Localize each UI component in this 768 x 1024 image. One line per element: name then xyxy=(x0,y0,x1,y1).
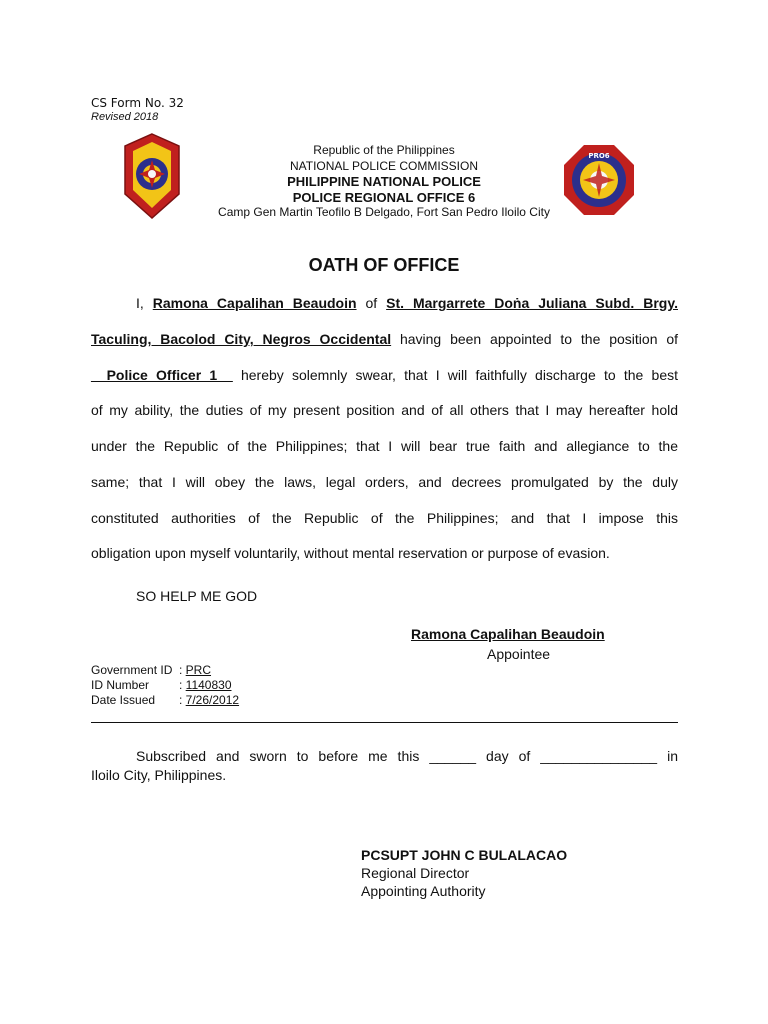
oath-text: having been appointed to the position of xyxy=(391,331,678,347)
id-row-date-issued xyxy=(91,693,239,707)
document-title: OATH OF OFFICE xyxy=(308,255,460,275)
authority-title: Regional Director xyxy=(361,865,470,881)
id-value: 1140830 xyxy=(185,678,232,692)
appointee-label: Appointee xyxy=(487,646,551,662)
id-row-government-id xyxy=(91,663,211,677)
id-row-id-number xyxy=(91,678,232,692)
form-revision: Revised 2018 xyxy=(91,111,159,123)
id-value: PRC xyxy=(185,663,212,677)
authority-name: PCSUPT JOHN C BULALACAO xyxy=(361,847,568,863)
oath-line-8: obligation upon myself voluntarily, without mental reservation or purpose of evasion. xyxy=(91,545,610,561)
pro6-seal-icon xyxy=(562,143,636,222)
oath-line-1 xyxy=(91,295,678,311)
pro6-seal-text: PRO6 xyxy=(588,152,610,160)
oath-line-6: same; that I will obey the laws, legal orders, and decrees promulgated by the duly xyxy=(91,474,678,490)
oath-line-5: under the Republic of the Philippines; that I will bear true faith and allegiance to the xyxy=(91,438,678,454)
oath-line-4: of my ability, the duties of my present position and of all others that I may hereafter hold xyxy=(91,402,678,418)
position-inline: __Police Officer 1__ xyxy=(91,367,233,383)
id-label: Date Issued xyxy=(91,693,156,707)
address-inline-1: St. Margarrete Doṅa Juliana Subd. Brgy. xyxy=(386,295,678,311)
id-label: Government ID xyxy=(91,663,173,677)
oath-text: hereby solemnly swear, that I will faithfully discharge to the best xyxy=(232,367,678,383)
address-inline-2: Taculing, Bacolod City, Negros Occidental xyxy=(91,331,392,347)
oath-text: I, xyxy=(136,295,153,311)
appointee-signature-name: Ramona Capalihan Beaudoin xyxy=(411,626,605,642)
id-separator: : xyxy=(179,693,186,707)
pnp-line: PHILIPPINE NATIONAL POLICE xyxy=(287,174,481,189)
oath-text: of xyxy=(356,295,387,311)
office-address: Camp Gen Martin Teofilo B Delgado, Fort San Pedro Iloilo City xyxy=(218,205,550,219)
closing-phrase: SO HELP ME GOD xyxy=(136,588,258,604)
section-divider xyxy=(91,722,678,723)
jurat-line-1: Subscribed and sworn to before me this ______ day of _______________ in xyxy=(136,748,678,764)
oath-line-7: constituted authorities of the Republic of the Philippines; and that I impose this xyxy=(91,510,678,526)
letterhead xyxy=(200,143,568,221)
jurat-line-2: Iloilo City, Philippines. xyxy=(91,767,227,783)
napolcom-line: NATIONAL POLICE COMMISSION xyxy=(289,158,479,173)
form-number: CS Form No. 32 xyxy=(91,96,184,110)
oath-line-2 xyxy=(91,331,678,347)
id-separator: : xyxy=(179,678,186,692)
id-label: ID Number xyxy=(91,678,150,692)
id-separator: : xyxy=(179,663,186,677)
republic-line: Republic of the Philippines xyxy=(313,143,455,157)
regional-office-line: POLICE REGIONAL OFFICE 6 xyxy=(292,189,476,205)
oath-line-3 xyxy=(91,367,678,383)
pnp-seal-icon xyxy=(121,132,183,225)
authority-role: Appointing Authority xyxy=(361,883,486,899)
id-value: 7/26/2012 xyxy=(185,693,240,707)
appointee-name-inline: Ramona Capalihan Beaudoin xyxy=(152,295,357,311)
appointing-authority-block xyxy=(361,846,567,900)
